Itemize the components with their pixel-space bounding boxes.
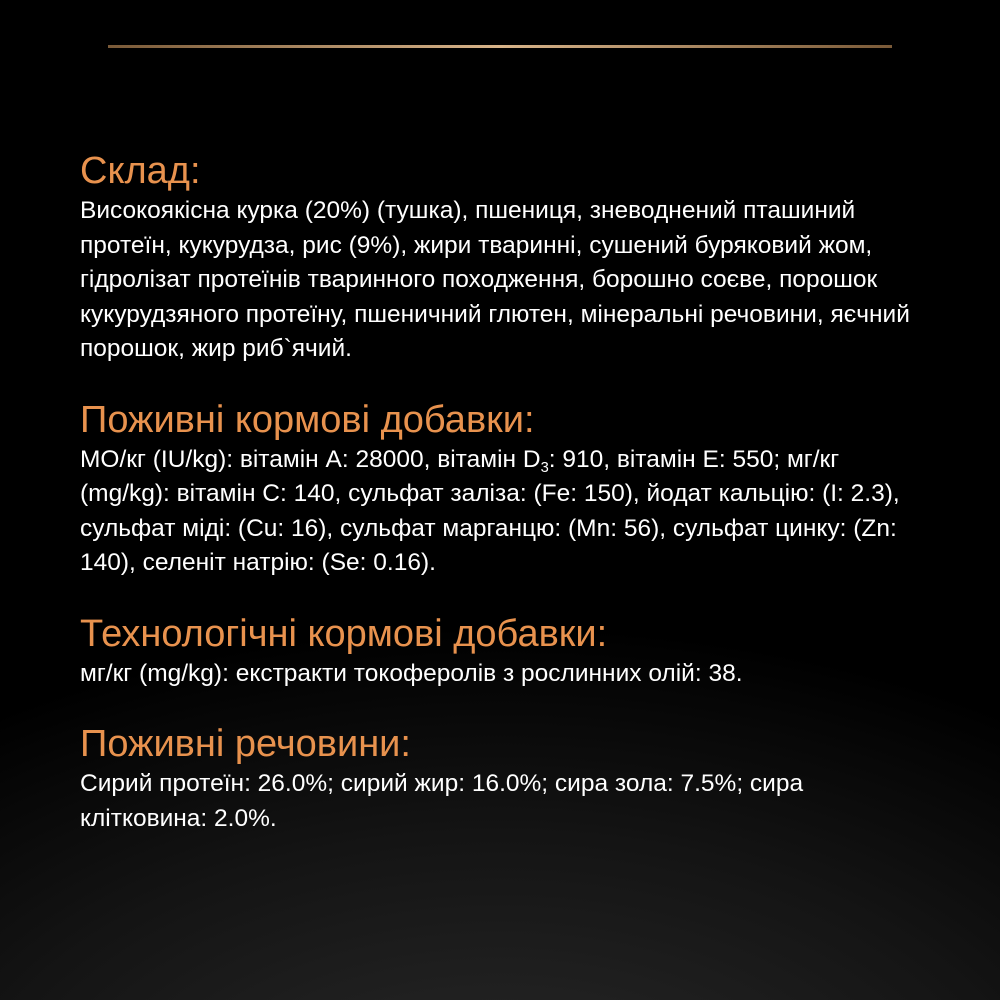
technological-additives-text: мг/кг (mg/kg): екстракти токоферолів з рослинних олій: 38. [80,659,743,687]
nutrients-text: Сирий протеїн: 26.0%; сирий жир: 16.0%; сира зола: 7.5%; сира клітковина: 2.0%. [80,770,804,832]
nutrients-title: Поживні речовини: [80,723,411,765]
vitamin-d-subscript: 3 [540,459,549,476]
technological-additives-section [80,611,920,692]
technological-additives-title: Технологічні кормові добавки: [80,612,608,655]
ingredients-panel [80,148,920,836]
additives-text-part-2: : 910, вітамін E: 550; мг/кг (mg/kg): вітамін C: 140, сульфат заліза: (Fe: 150), йодат кальцію: (I: 2.3), сульфат міді: (Cu: 16), сульфат марганцю: (Mn: 56), сульфат цинку: (Zn: 140), селеніт натрію: (Se: 0.16). [80,445,900,576]
composition-text: Високоякісна курка (20%) (тушка), пшениця, зневоднений пташиний протеїн, кукурудза, рис (9%), жири тваринні, сушений буряковий жом, гідролізат протеїнів тваринного походження, борошно соєве, порошок кукурудзяного протеїну, пшеничний глютен, мінеральні речовини, яєчний порошок, жир риб`ячий. [80,197,910,362]
composition-section [80,148,920,367]
nutritional-additives-section [80,397,920,581]
nutritional-additives-title: Поживні кормові добавки: [80,398,535,441]
nutrients-section [80,721,920,836]
nutritional-additives-text [80,443,920,581]
composition-title: Склад: [80,150,201,192]
top-divider [108,45,892,48]
additives-text-part-1: МО/кг (IU/kg): вітамін A: 28000, вітамін D [80,445,541,473]
